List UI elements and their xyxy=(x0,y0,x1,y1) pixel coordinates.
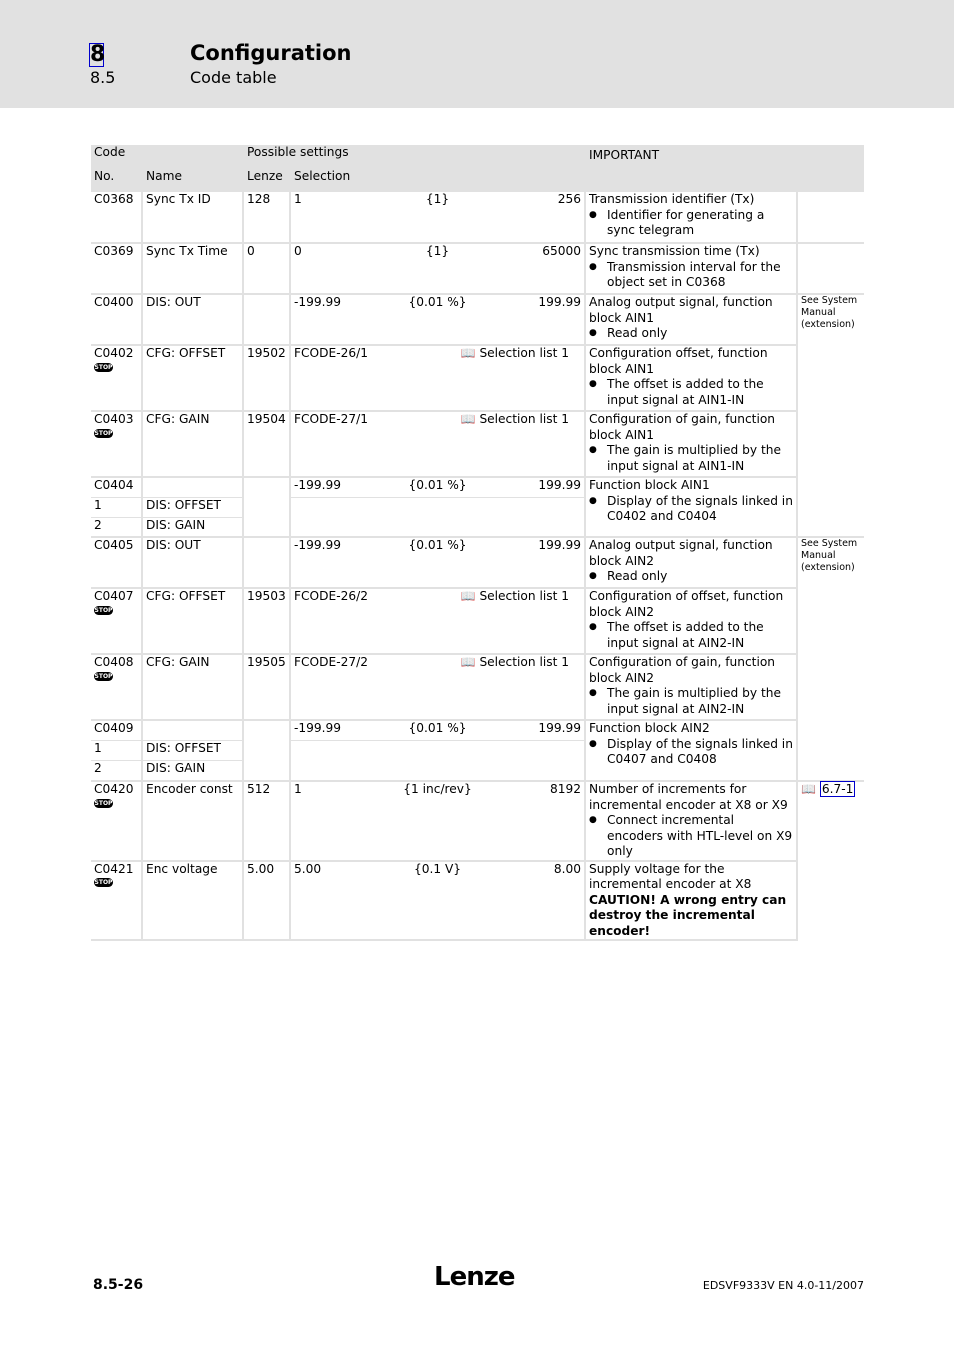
header-name: Name xyxy=(142,169,243,191)
code-no: C0400 xyxy=(91,294,142,345)
important-text: Function block AIN1 xyxy=(589,478,710,492)
stop-icon: STOP xyxy=(94,363,113,371)
code-name: Encoder const xyxy=(142,781,243,861)
code-name: Sync Tx Time xyxy=(142,243,243,294)
selection xyxy=(294,862,581,877)
page-number: 8.5-26 xyxy=(93,1277,144,1293)
table-row xyxy=(91,781,864,861)
chapter-title: Configuration xyxy=(190,41,352,65)
lenze-value xyxy=(243,537,290,588)
selection xyxy=(294,412,581,427)
sel-step: {0.1 V} xyxy=(413,861,462,876)
selection-list-link[interactable]: 📖 Selection list 1 xyxy=(460,412,570,426)
selection xyxy=(294,538,581,553)
sel-step: {0.01 %} xyxy=(408,478,467,492)
chapter-number[interactable]: 8 xyxy=(90,42,106,67)
page-reference-link[interactable]: 6.7-1 xyxy=(821,782,854,796)
selection xyxy=(294,244,581,259)
sel-value: FCODE-27/1 xyxy=(294,412,368,426)
sel-min: 0 xyxy=(294,244,302,258)
section-title: Code table xyxy=(190,68,277,87)
code-no: C0421 xyxy=(94,861,134,876)
sel-step: {1} xyxy=(425,244,450,258)
table-row xyxy=(91,477,864,497)
important-text: Configuration offset, function block AIN1 xyxy=(589,346,768,376)
bullet-text: ● Read only xyxy=(589,569,793,585)
subcode-name: DIS: OFFSET xyxy=(142,740,243,760)
code-name: CFG: GAIN xyxy=(142,411,243,477)
subcode-name: DIS: GAIN xyxy=(142,760,243,781)
header-code: Code xyxy=(91,145,243,169)
selection xyxy=(294,192,581,207)
sel-min: -199.99 xyxy=(294,478,342,492)
header-no: No. xyxy=(91,169,142,191)
selection xyxy=(294,295,581,310)
important-text: Configuration of offset, function block AIN2 xyxy=(589,589,784,619)
code-name: CFG: GAIN xyxy=(142,654,243,720)
sel-value: FCODE-27/2 xyxy=(294,655,368,669)
sel-min: 5.00 xyxy=(294,861,322,876)
code-no: C0407 xyxy=(94,589,134,603)
caution-text: CAUTION! A wrong entry can destroy the incremental encoder! xyxy=(589,892,787,938)
sel-max: 8.00 xyxy=(553,861,582,876)
lenze-value: 19505 xyxy=(243,654,290,720)
lenze-value: 19503 xyxy=(243,588,290,654)
subcode-no: 2 xyxy=(91,760,142,781)
code-name: Enc voltage xyxy=(142,861,243,941)
stop-icon: STOP xyxy=(94,799,113,807)
sel-min: -199.99 xyxy=(294,721,342,735)
code-name: CFG: OFFSET xyxy=(142,588,243,654)
code-no: C0408 xyxy=(94,655,134,669)
important-text: Supply voltage for the incremental encoder at X8 xyxy=(589,861,752,891)
lenze-value: 0 xyxy=(243,243,290,294)
important-text: Analog output signal, function block AIN2 xyxy=(589,538,773,568)
code-no: C0420 xyxy=(94,782,134,796)
document-id: EDSVF9333V EN 4.0-11/2007 xyxy=(702,1279,864,1292)
selection xyxy=(294,589,581,604)
subcode-no: 1 xyxy=(91,497,142,517)
important-text: Number of increments for incremental encoder at X8 or X9 xyxy=(589,782,788,812)
code-no: C0404 xyxy=(91,477,142,497)
table-row xyxy=(91,720,864,740)
header-possible-settings: Possible settings xyxy=(243,145,585,169)
lenze-value: 5.00 xyxy=(243,861,290,941)
lenze-value: 512 xyxy=(243,781,290,861)
sel-max: 199.99 xyxy=(538,478,582,492)
sel-value: FCODE-26/2 xyxy=(294,589,368,603)
bullet-text: ● The gain is multiplied by the input signal at AIN2-IN xyxy=(589,686,793,717)
stop-icon: STOP xyxy=(94,672,113,680)
code-no: C0403 xyxy=(94,412,134,426)
book-icon: 📖 xyxy=(801,782,816,796)
bullet-text: ● Read only xyxy=(589,326,793,342)
sel-max: 65000 xyxy=(542,244,582,258)
book-icon: 📖 xyxy=(460,655,476,669)
table-row xyxy=(91,294,864,345)
sel-step: {1 inc/rev} xyxy=(403,782,472,796)
code-no: C0368 xyxy=(91,191,142,243)
code-name: DIS: OUT xyxy=(142,537,243,588)
important-text: Configuration of gain, function block AIN1 xyxy=(589,412,776,442)
selection xyxy=(294,655,581,670)
sel-max: 256 xyxy=(557,192,582,206)
selection xyxy=(294,782,581,797)
lenze-value: 128 xyxy=(243,191,290,243)
important-text: Function block AIN2 xyxy=(589,721,710,735)
sel-min: -199.99 xyxy=(294,295,342,309)
sel-max: 199.99 xyxy=(538,295,582,309)
book-icon: 📖 xyxy=(460,412,476,426)
bullet-text: ● The gain is multiplied by the input signal at AIN1-IN xyxy=(589,443,793,474)
lenze-logo: Lenze xyxy=(434,1262,515,1292)
bullet-text: ● The offset is added to the input signal at AIN2-IN xyxy=(589,620,793,651)
bullet-text: ● Display of the signals linked in C0402 and C0404 xyxy=(589,494,793,525)
header-important: IMPORTANT xyxy=(585,145,864,191)
table-row xyxy=(91,654,864,720)
selection xyxy=(294,478,581,493)
bullet-text: ● Identifier for generating a sync telegram xyxy=(589,208,793,239)
sel-max: 199.99 xyxy=(538,538,582,552)
sel-max: 199.99 xyxy=(538,721,582,735)
subcode-no: 1 xyxy=(91,740,142,760)
code-table xyxy=(91,145,864,941)
table-row xyxy=(91,191,864,243)
lenze-value xyxy=(243,294,290,345)
bullet-text: ● Transmission interval for the object set in C0368 xyxy=(589,260,793,291)
book-icon: 📖 xyxy=(460,589,476,603)
important-text: Configuration of gain, function block AIN2 xyxy=(589,655,776,685)
stop-icon: STOP xyxy=(94,429,113,437)
selection-list-link[interactable]: 📖 Selection list 1 xyxy=(460,589,570,603)
subcode-no: 2 xyxy=(91,517,142,537)
code-no: C0405 xyxy=(91,537,142,588)
table-row xyxy=(91,537,864,588)
sel-min: -199.99 xyxy=(294,538,342,552)
reference-note: See System Manual (extension) xyxy=(797,537,864,781)
important-text: Sync transmission time (Tx) xyxy=(589,244,760,258)
selection-list-link[interactable]: 📖 Selection list 1 xyxy=(460,655,570,669)
bullet-text: ● The offset is added to the input signal at AIN1-IN xyxy=(589,377,793,408)
important-text: Transmission identifier (Tx) xyxy=(589,192,755,206)
code-name: Sync Tx ID xyxy=(142,191,243,243)
code-no: C0369 xyxy=(91,243,142,294)
header-band xyxy=(0,0,954,108)
book-icon: 📖 xyxy=(460,346,476,360)
selection xyxy=(294,721,581,736)
code-name: CFG: OFFSET xyxy=(142,345,243,411)
stop-icon: STOP xyxy=(94,606,113,614)
lenze-value: 19504 xyxy=(243,411,290,477)
table-row xyxy=(91,411,864,477)
sel-step: {0.01 %} xyxy=(408,295,467,309)
code-no: C0409 xyxy=(91,720,142,740)
sel-min: 1 xyxy=(294,192,302,206)
code-no: C0402 xyxy=(94,346,134,360)
header-selection: Selection xyxy=(290,169,585,191)
sel-value: FCODE-26/1 xyxy=(294,346,368,360)
reference-note: See System Manual (extension) xyxy=(797,294,864,537)
sel-step: {0.01 %} xyxy=(408,721,467,735)
table-row xyxy=(91,861,864,941)
table-row xyxy=(91,243,864,294)
stop-icon: STOP xyxy=(94,879,113,886)
sel-min: 1 xyxy=(294,782,302,796)
header-lenze: Lenze xyxy=(243,169,290,191)
lenze-value: 19502 xyxy=(243,345,290,411)
selection xyxy=(294,346,581,361)
bullet-text: ● Connect incremental encoders with HTL-level on X9 only xyxy=(589,813,793,860)
code-name: DIS: OUT xyxy=(142,294,243,345)
important-text: Analog output signal, function block AIN1 xyxy=(589,295,773,325)
table-row xyxy=(91,588,864,654)
section-number: 8.5 xyxy=(90,68,116,87)
subcode-name: DIS: OFFSET xyxy=(142,497,243,517)
selection-list-link[interactable]: 📖 Selection list 1 xyxy=(460,346,570,360)
sel-max: 8192 xyxy=(549,782,582,796)
table-row xyxy=(91,345,864,411)
sel-step: {0.01 %} xyxy=(408,538,467,552)
bullet-text: ● Display of the signals linked in C0407 and C0408 xyxy=(589,737,793,768)
sel-step: {1} xyxy=(425,192,450,206)
subcode-name: DIS: GAIN xyxy=(142,517,243,537)
